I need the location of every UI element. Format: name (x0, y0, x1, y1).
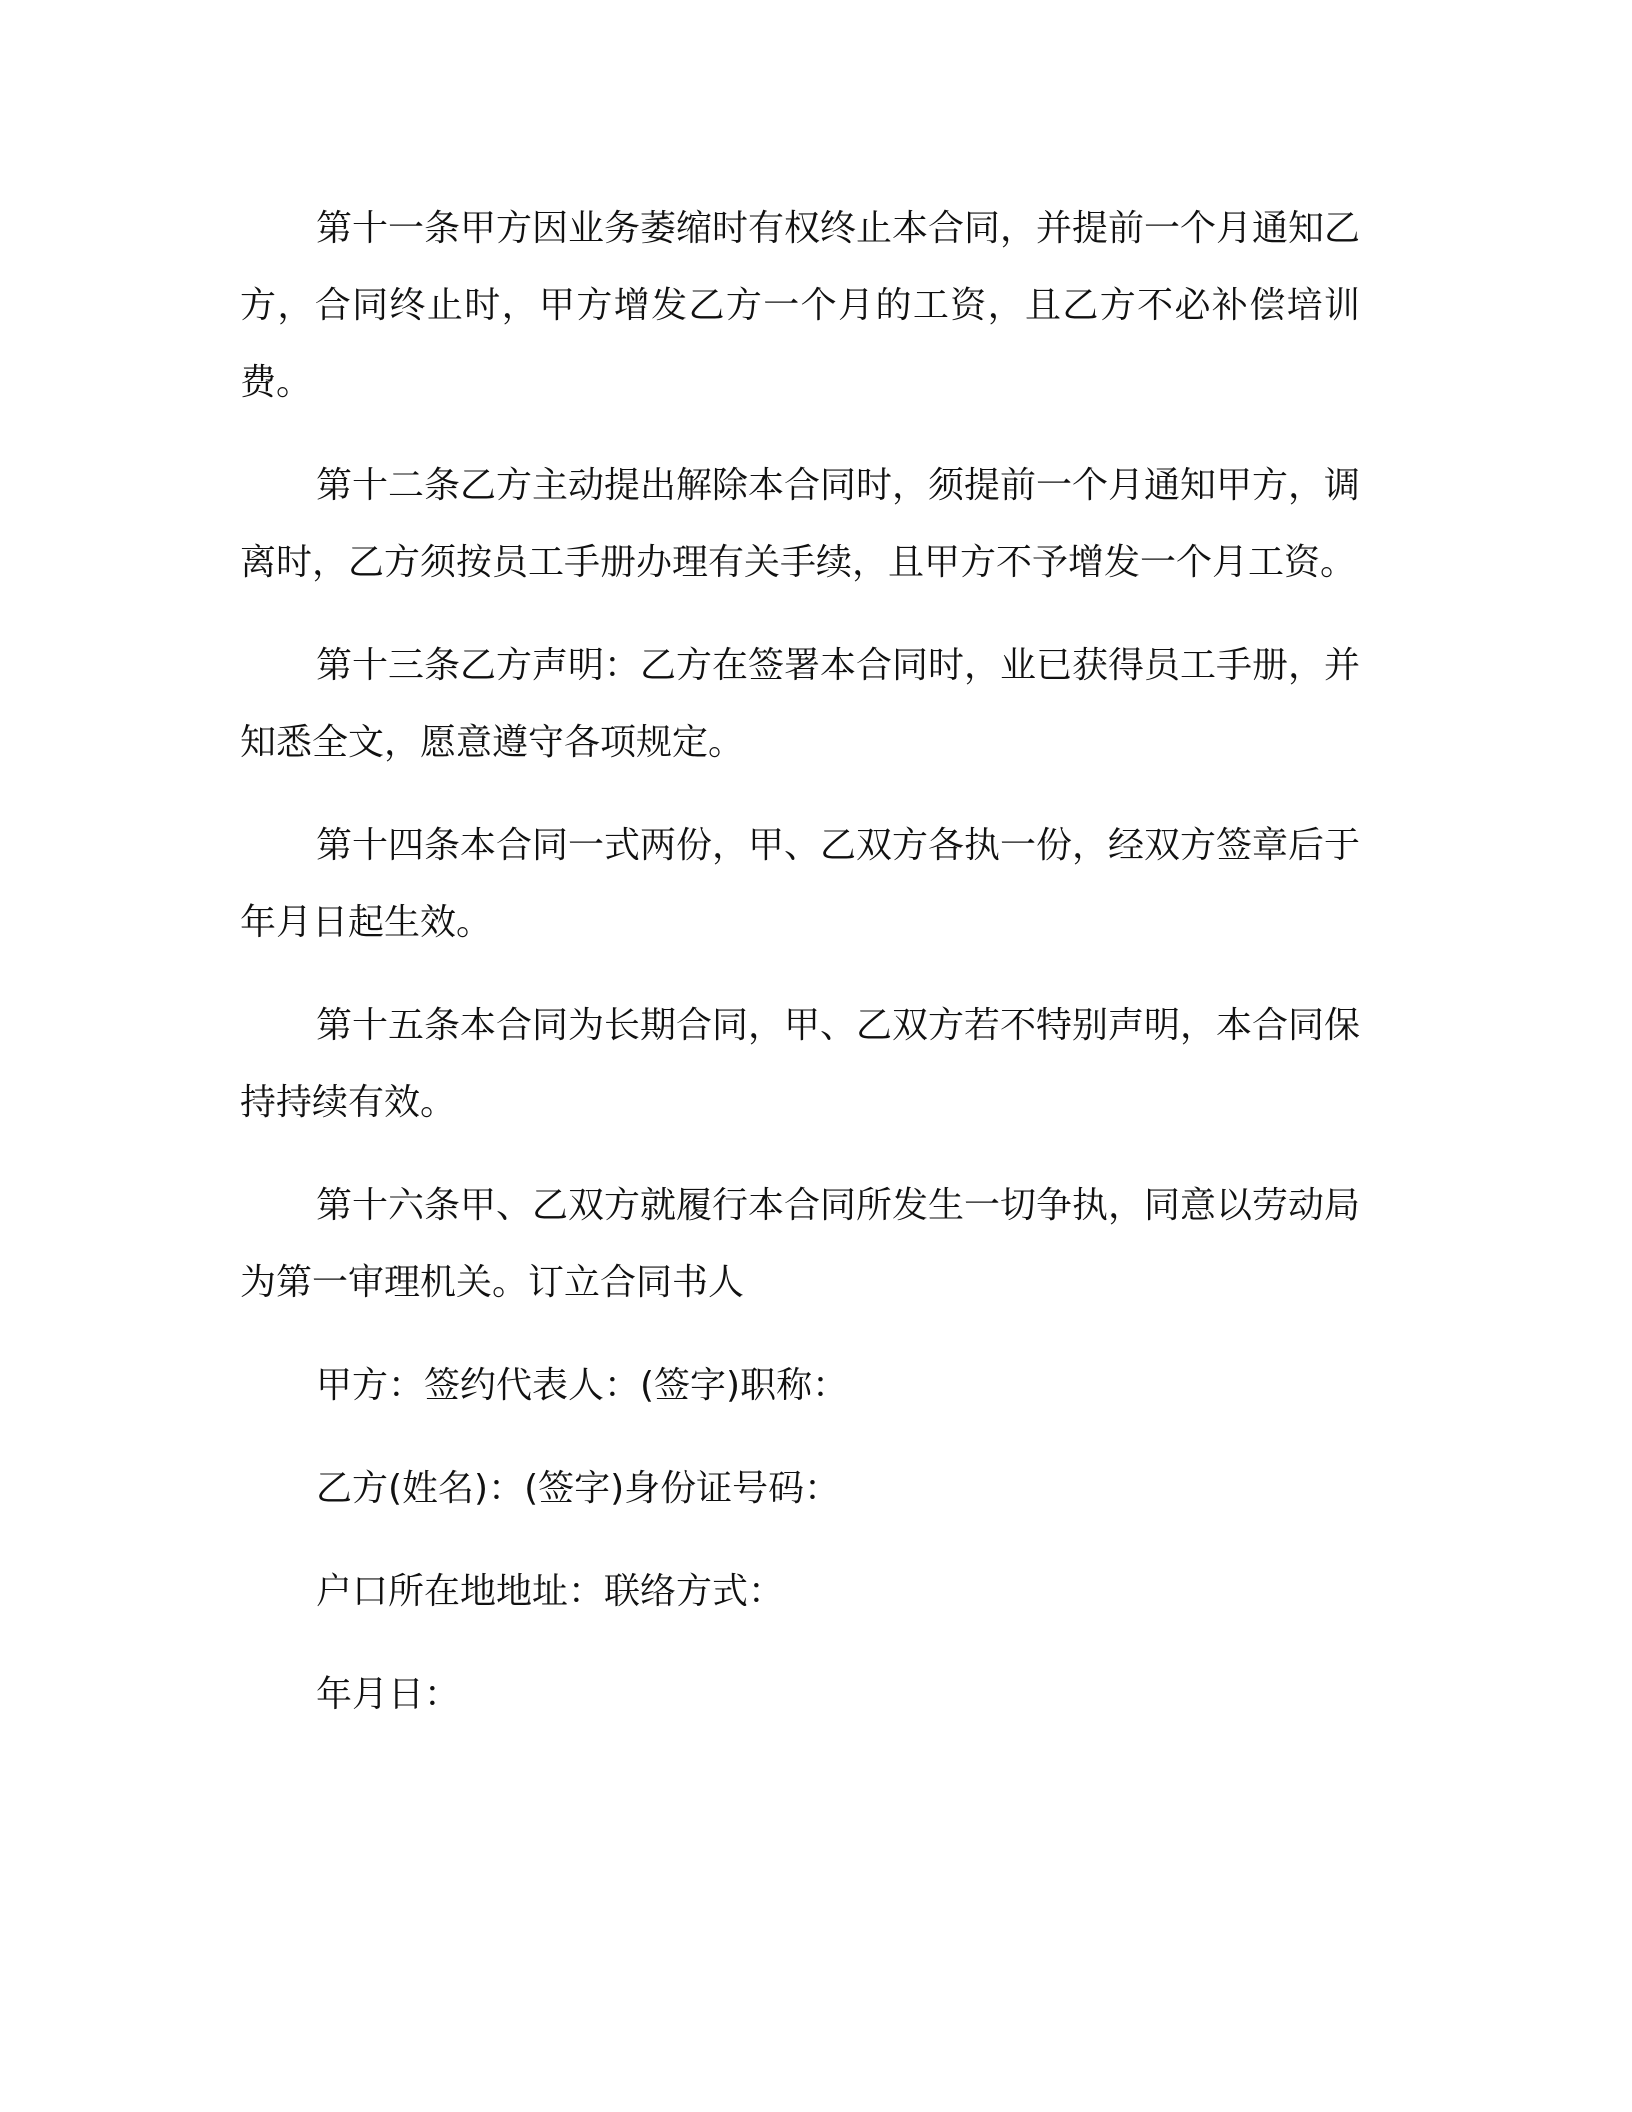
document-body (240, 190, 1360, 1759)
article-11: 第十一条甲方因业务萎缩时有权终止本合同，并提前一个月通知乙方，合同终止时，甲方增发乙方一个月的工资，且乙方不必补偿培训费。 (240, 208, 1361, 403)
article-14: 第十四条本合同一式两份，甲、乙双方各执一份，经双方签章后于年月日起生效。 (240, 825, 1361, 943)
address-contact-field: 户口所在地地址：联络方式： (316, 1571, 785, 1612)
date-field: 年月日： (316, 1674, 461, 1715)
article-16: 第十六条甲、乙双方就履行本合同所发生一切争执，同意以劳动局为第一审理机关。订立合同书人 (240, 1185, 1361, 1303)
article-15: 第十五条本合同为长期合同，甲、乙双方若不特别声明，本合同保持持续有效。 (240, 1005, 1361, 1123)
party-a-signature-field: 甲方：签约代表人：(签字)职称： (316, 1365, 849, 1406)
article-13: 第十三条乙方声明：乙方在签署本合同时，业已获得员工手册，并知悉全文，愿意遵守各项规定。 (240, 645, 1361, 763)
article-12: 第十二条乙方主动提出解除本合同时，须提前一个月通知甲方，调离时，乙方须按员工手册办理有关手续，且甲方不予增发一个月工资。 (240, 465, 1361, 583)
party-b-signature-field: 乙方(姓名)：(签字)身份证号码： (316, 1468, 841, 1509)
